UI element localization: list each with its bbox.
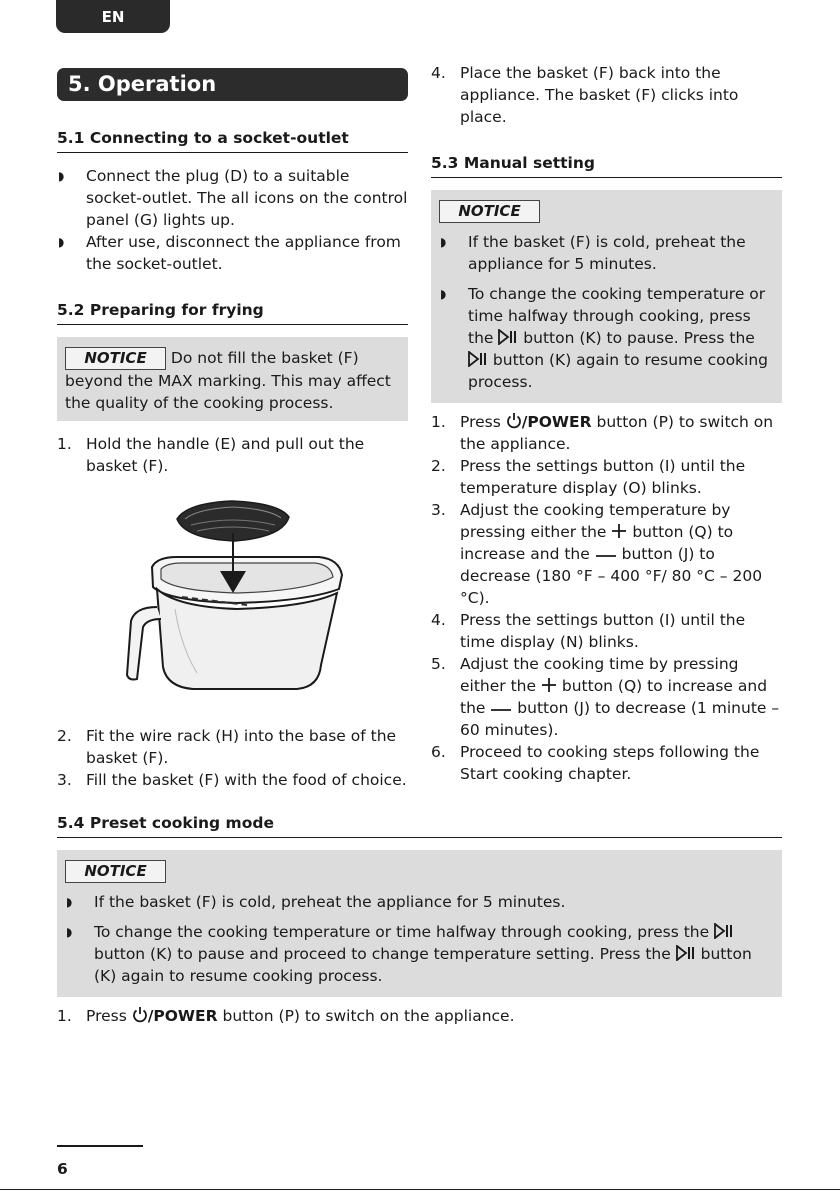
footer-rule (57, 1145, 143, 1147)
bullet-icon: ◗ (66, 895, 73, 909)
notice-label: NOTICE (65, 860, 166, 883)
plus-icon (541, 677, 557, 693)
steps-list-continued (57, 725, 408, 791)
language-tab (56, 0, 170, 33)
left-column (57, 68, 408, 791)
notice-list (439, 231, 774, 393)
bullet-icon: ◗ (440, 235, 447, 249)
list-item: 4. Press the settings button (I) until the time display (N) blinks. (431, 611, 746, 651)
bullet-icon: ◗ (440, 287, 447, 301)
page-bottom-rule (0, 1189, 840, 1190)
list-item: 1. Press /POWER button (P) to switch on the appliance. (57, 1007, 515, 1025)
play-pause-icon (676, 945, 696, 961)
list-item: ◗ After use, disconnect the appliance from the socket-outlet. (58, 233, 401, 273)
power-icon (506, 412, 522, 429)
notice-text: Do not fill the basket (F) beyond the MAX marking. This may affect the quality of the cooking process. (65, 349, 391, 412)
steps-list (431, 411, 782, 785)
notice-box (57, 850, 782, 997)
list-item: 1. Press /POWER button (P) to switch on the appliance. (431, 413, 774, 453)
list-item: 5. Adjust the cooking time by pressing either the button (Q) to increase and the button (J) to decrease (1 minute – 60 minutes). (431, 655, 780, 739)
list-item: 2. Fit the wire rack (H) into the base of the basket (F). (57, 727, 397, 767)
minus-icon (595, 551, 617, 561)
play-pause-icon (714, 923, 734, 939)
play-pause-icon (498, 329, 518, 345)
list-item: ◗ If the basket (F) is cold, preheat the appliance for 5 minutes. (66, 893, 566, 911)
power-icon (132, 1006, 148, 1023)
play-pause-icon (468, 351, 488, 367)
right-column (431, 62, 782, 785)
steps-list (57, 433, 408, 477)
list-item: 2. Press the settings button (I) until the temperature display (O) blinks. (431, 457, 746, 497)
list-item: 6. Proceed to cooking steps following the Start cooking chapter. (431, 743, 760, 783)
subsection-5-2-title: 5.2 Preparing for frying (57, 299, 408, 325)
list-item: ◗ To change the cooking temperature or time halfway through cooking, press the button (K) to pause and proceed to change temperature setting. Press the button (K) again to resume cooking process. (66, 923, 752, 985)
subsection-5-4-title: 5.4 Preset cooking mode (57, 812, 782, 838)
notice-box (431, 190, 782, 403)
basket-illustration (57, 497, 408, 717)
minus-icon (490, 705, 512, 715)
list-item: ◗ Connect the plug (D) to a suitable socket-outlet. The all icons on the control panel (G) lights up. (58, 167, 408, 229)
notice-box (57, 337, 408, 421)
page-number: 6 (57, 1160, 68, 1178)
plus-icon (611, 523, 627, 539)
list-item: 3. Adjust the cooking temperature by pressing either the button (Q) to increase and the button (J) to decrease (180 °F – 400 °F/ 80 °C – 200 °C). (431, 501, 763, 607)
bullet-icon: ◗ (58, 169, 65, 183)
list-item: ◗ If the basket (F) is cold, preheat the appliance for 5 minutes. (440, 233, 746, 273)
section-5-4 (57, 812, 782, 1027)
bullet-icon: ◗ (58, 235, 65, 249)
notice-label: NOTICE (439, 200, 540, 223)
steps-list (57, 1005, 782, 1027)
notice-label: NOTICE (65, 347, 166, 370)
list-item: 3. Fill the basket (F) with the food of choice. (57, 771, 407, 789)
steps-list (431, 62, 782, 128)
list-item: 1. Hold the handle (E) and pull out the basket (F). (57, 435, 365, 475)
basket-wire-rack-icon (57, 497, 408, 717)
subsection-5-1-list (57, 165, 408, 275)
section-title: 5. Operation (57, 68, 408, 101)
list-item: ◗ To change the cooking temperature or time halfway through cooking, press the button (K) to pause. Press the button (K) again to resume cooking process. (440, 285, 769, 391)
bullet-icon: ◗ (66, 925, 73, 939)
list-item: 4. Place the basket (F) back into the appliance. The basket (F) clicks into place. (431, 64, 739, 126)
subsection-5-1-title: 5.1 Connecting to a socket-outlet (57, 127, 408, 153)
notice-list (65, 891, 774, 987)
language-code: EN (101, 7, 125, 26)
subsection-5-3-title: 5.3 Manual setting (431, 152, 782, 178)
